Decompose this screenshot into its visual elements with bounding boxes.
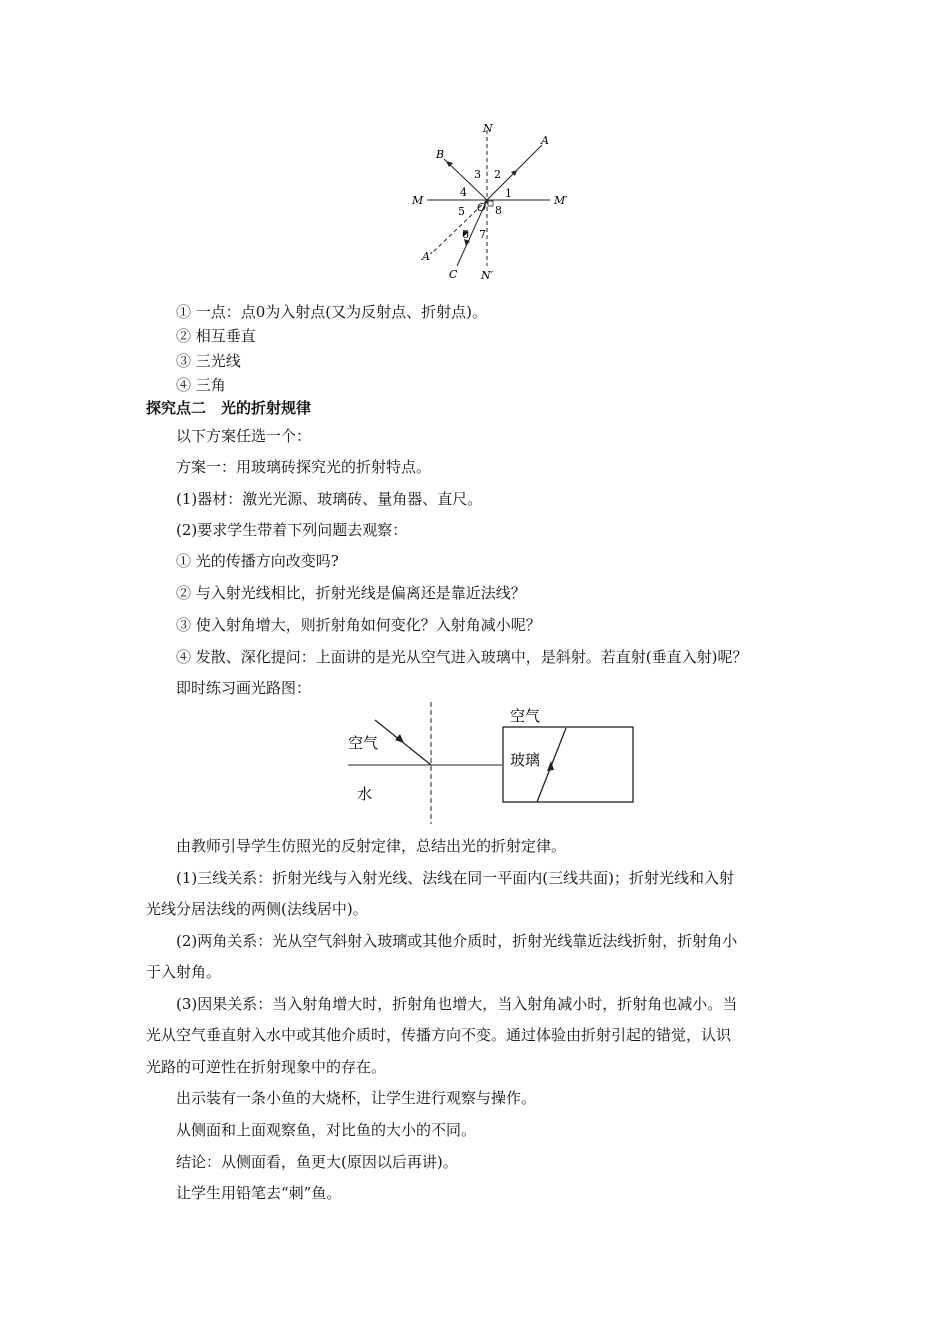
- angle-7: 7: [479, 228, 486, 241]
- rule-line: 光线分居法线的两侧(法线居中)。: [146, 900, 368, 918]
- angle-1: 1: [505, 187, 512, 200]
- rule-line: 于入射角。: [146, 963, 222, 981]
- rule-line: 光路的可逆性在折射现象中的存在。: [146, 1058, 387, 1076]
- label-m-prime: M′: [554, 194, 568, 207]
- label-o: O: [477, 201, 487, 214]
- list-item: ① 一点：点0为入射点(又为反射点、折射点)。: [176, 303, 488, 321]
- question-item: ② 与入射光线相比，折射光线是偏离还是靠近法线？: [176, 584, 526, 602]
- list-item: ② 相互垂直: [176, 327, 256, 345]
- rule-line: (1)三线关系：折射光线与入射光线、法线在同一平面内(三线共面)；折射光线和入射: [176, 869, 734, 887]
- paragraph: (1)器材：激光光源、玻璃砖、量角器、直尺。: [176, 490, 483, 508]
- label-a-prime: A′: [422, 250, 433, 263]
- angle-6: 6: [462, 228, 469, 241]
- angle-3: 3: [474, 168, 481, 181]
- list-item: ④ 三角: [176, 376, 226, 394]
- angle-2: 2: [494, 168, 501, 181]
- label-n: N: [483, 122, 493, 135]
- paragraph: 从侧面和上面观察鱼，对比鱼的大小的不同。: [176, 1121, 477, 1139]
- paragraph: 让学生用铅笔去“刺”鱼。: [176, 1184, 342, 1202]
- paragraph: 结论：从侧面看，鱼更大(原因以后再讲)。: [176, 1153, 458, 1171]
- air-label-left: 空气: [348, 734, 379, 752]
- label-n-prime: N′: [481, 269, 494, 282]
- paragraph: 出示装有一条小鱼的大烧杯，让学生进行观察与操作。: [176, 1089, 537, 1107]
- section-title: 探究点二 光的折射规律: [146, 399, 312, 417]
- angle-4: 4: [460, 186, 467, 199]
- right-angle-mark: [488, 201, 493, 206]
- question-item: ④ 发散、深化提问：上面讲的是光从空气进入玻璃中，是斜射。若直射(垂直入射)呢？: [176, 648, 748, 666]
- angle-8: 8: [495, 204, 502, 217]
- reflection-angle-diagram: [400, 118, 590, 288]
- question-item: ① 光的传播方向改变吗?: [176, 552, 339, 570]
- rule-line: (2)两角关系：光从空气斜射入玻璃或其他介质时，折射光线靠近法线折射，折射角小: [176, 932, 738, 950]
- paragraph: (2)要求学生带着下列问题去观察：: [176, 521, 408, 539]
- label-a: A: [541, 134, 549, 147]
- list-item: ③ 三光线: [176, 352, 241, 370]
- label-b: B: [436, 148, 445, 161]
- rule-line: 光从空气垂直射入水中或其他介质时，传播方向不变。通过体验由折射引起的错觉，认识: [146, 1026, 732, 1044]
- question-item: ③ 使入射角增大，则折射角如何变化？入射角减小呢？: [176, 616, 541, 634]
- water-label: 水: [357, 785, 373, 803]
- paragraph: 由教师引导学生仿照光的反射定律，总结出光的折射定律。: [176, 837, 567, 855]
- paragraph: 即时练习画光路图：: [176, 679, 312, 697]
- glass-label: 玻璃: [510, 751, 541, 769]
- rule-line: (3)因果关系：当入射角增大时，折射角也增大，当入射角减小时，折射角也减小。当: [176, 995, 738, 1013]
- paragraph: 以下方案任选一个：: [176, 427, 312, 445]
- arrow-icon: [395, 734, 404, 743]
- angle-5: 5: [458, 205, 465, 218]
- label-m: M: [412, 194, 424, 207]
- label-c: C: [449, 268, 458, 281]
- air-label-top: 空气: [510, 707, 541, 725]
- paragraph: 方案一：用玻璃砖探究光的折射特点。: [176, 458, 432, 476]
- refraction-exercise-diagram: [340, 700, 640, 825]
